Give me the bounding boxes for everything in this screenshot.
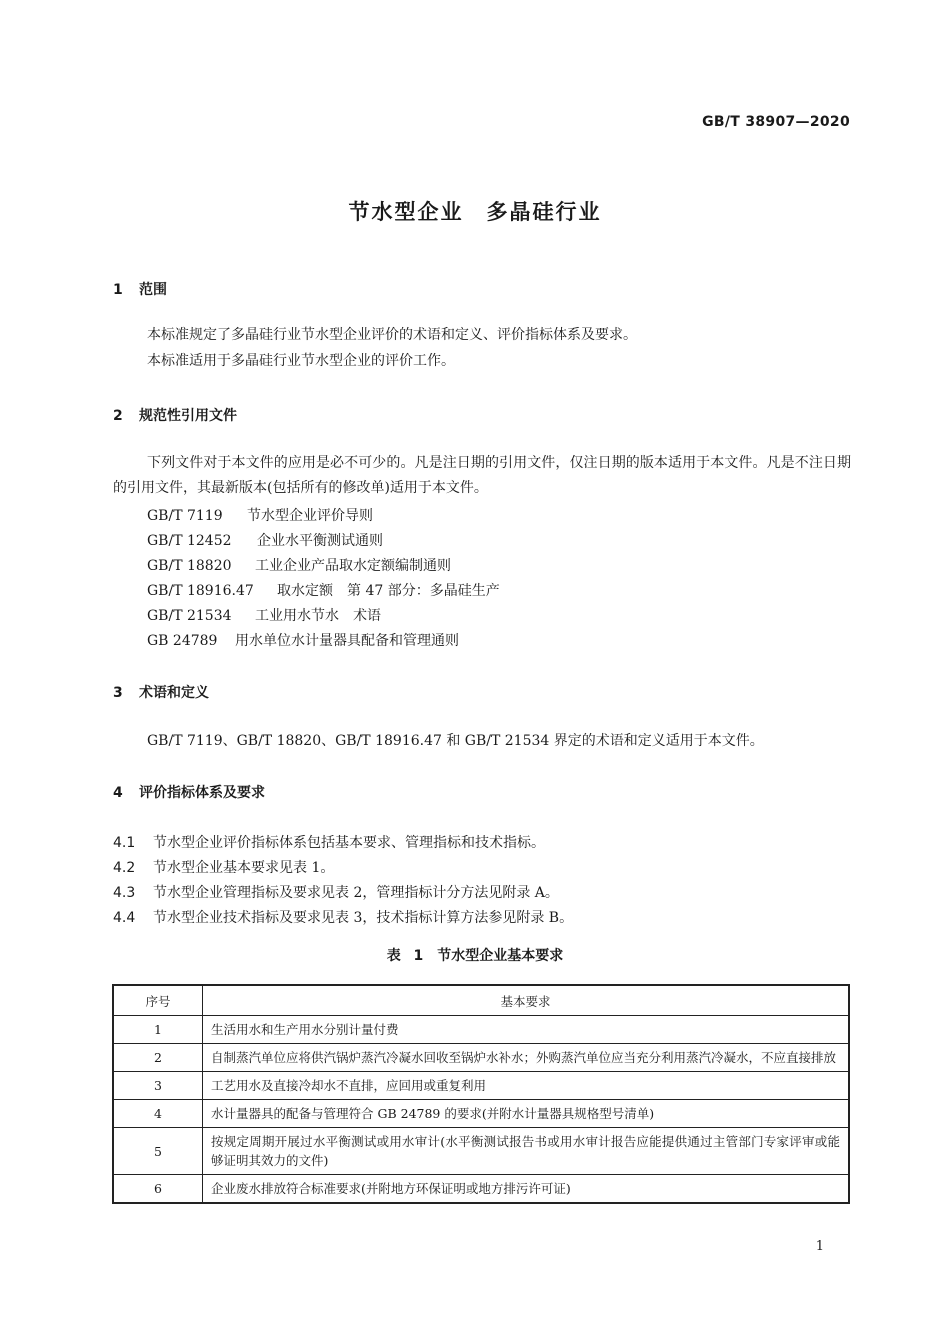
section-4-heading bbox=[113, 782, 265, 802]
reference-code: GB 24789 bbox=[147, 633, 218, 649]
table-row bbox=[113, 1044, 849, 1072]
reference-title: 工业企业产品取水定额编制通则 bbox=[255, 558, 451, 574]
reference-item bbox=[147, 505, 373, 525]
reference-item bbox=[147, 580, 500, 600]
section-3-text: GB/T 7119、GB/T 18820、GB/T 18916.47 和 GB/T 21534 界定的术语和定义适用于本文件。 bbox=[147, 733, 764, 749]
section-2-heading bbox=[113, 405, 237, 425]
table-row bbox=[113, 1175, 849, 1204]
clause-text: 节水型企业技术指标及要求见表 3，技术指标计算方法参见附录 B。 bbox=[153, 910, 574, 926]
section-title: 评价指标体系及要求 bbox=[139, 785, 265, 801]
reference-title: 节水型企业评价导则 bbox=[247, 508, 373, 524]
clause-4-1 bbox=[113, 832, 545, 852]
row-seq: 5 bbox=[113, 1128, 203, 1175]
reference-code: GB/T 18916.47 bbox=[147, 583, 254, 599]
section-1-paragraph-2: 本标准适用于多晶硅行业节水型企业的评价工作。 bbox=[147, 353, 455, 369]
reference-code: GB/T 21534 bbox=[147, 608, 232, 624]
standard-code: GB/T 38907—2020 bbox=[702, 114, 850, 130]
row-seq: 1 bbox=[113, 1016, 203, 1044]
clause-4-2 bbox=[113, 857, 334, 877]
section-2-intro: 下列文件对于本文件的应用是必不可少的。凡是注日期的引用文件，仅注日期的版本适用于本文件。凡是不注日期的引用文件，其最新版本(包括所有的修改单)适用于本文件。 bbox=[113, 455, 851, 496]
row-seq: 6 bbox=[113, 1175, 203, 1204]
row-seq: 2 bbox=[113, 1044, 203, 1072]
clause-text: 节水型企业评价指标体系包括基本要求、管理指标和技术指标。 bbox=[153, 835, 545, 851]
section-title: 术语和定义 bbox=[139, 685, 209, 701]
row-requirement: 企业废水排放符合标准要求(并附地方环保证明或地方排污许可证) bbox=[203, 1175, 850, 1204]
section-number: 2 bbox=[113, 408, 123, 424]
reference-code: GB/T 12452 bbox=[147, 533, 232, 549]
section-3-heading bbox=[113, 682, 209, 702]
clause-4-3 bbox=[113, 882, 559, 902]
table-row bbox=[113, 1128, 849, 1175]
column-header-requirement: 基本要求 bbox=[203, 985, 850, 1016]
row-seq: 3 bbox=[113, 1072, 203, 1100]
row-requirement: 水计量器具的配备与管理符合 GB 24789 的要求(并附水计量器具规格型号清单) bbox=[203, 1100, 850, 1128]
section-title: 范围 bbox=[139, 282, 167, 298]
reference-title: 取水定额 第 47 部分：多晶硅生产 bbox=[277, 583, 500, 599]
clause-4-4 bbox=[113, 907, 573, 927]
reference-item bbox=[147, 630, 459, 650]
row-seq: 4 bbox=[113, 1100, 203, 1128]
row-requirement: 按规定周期开展过水平衡测试或用水审计(水平衡测试报告书或用水审计报告应能提供通过主管部门专家评审或能够证明其效力的文件) bbox=[203, 1128, 850, 1175]
clause-number: 4.2 bbox=[113, 860, 136, 876]
section-number: 3 bbox=[113, 685, 123, 701]
section-number: 4 bbox=[113, 785, 123, 801]
table-row bbox=[113, 1072, 849, 1100]
table-row bbox=[113, 1100, 849, 1128]
page-number: 1 bbox=[815, 1239, 824, 1254]
reference-title: 企业水平衡测试通则 bbox=[257, 533, 383, 549]
row-requirement: 工艺用水及直接冷却水不直排，应回用或重复利用 bbox=[203, 1072, 850, 1100]
column-header-seq: 序号 bbox=[113, 985, 203, 1016]
section-title: 规范性引用文件 bbox=[139, 408, 237, 424]
table-header-row bbox=[113, 985, 849, 1016]
section-1-paragraph-1: 本标准规定了多晶硅行业节水型企业评价的术语和定义、评价指标体系及要求。 bbox=[147, 327, 637, 343]
basic-requirements-table bbox=[112, 984, 850, 1204]
clause-number: 4.3 bbox=[113, 885, 136, 901]
reference-title: 用水单位水计量器具配备和管理通则 bbox=[235, 633, 459, 649]
reference-item bbox=[147, 555, 451, 575]
clause-text: 节水型企业基本要求见表 1。 bbox=[153, 860, 335, 876]
section-1-heading bbox=[113, 279, 167, 299]
table-1-caption: 表 1 节水型企业基本要求 bbox=[386, 948, 564, 964]
reference-title: 工业用水节水 术语 bbox=[255, 608, 381, 624]
row-requirement: 生活用水和生产用水分别计量付费 bbox=[203, 1016, 850, 1044]
section-number: 1 bbox=[113, 282, 123, 298]
clause-number: 4.4 bbox=[113, 910, 136, 926]
reference-item bbox=[147, 530, 383, 550]
table-row bbox=[113, 1016, 849, 1044]
clause-number: 4.1 bbox=[113, 835, 136, 851]
row-requirement: 自制蒸汽单位应将供汽锅炉蒸汽冷凝水回收至锅炉水补水；外购蒸汽单位应当充分利用蒸汽冷凝水，不应直接排放 bbox=[203, 1044, 850, 1072]
reference-item bbox=[147, 605, 381, 625]
reference-code: GB/T 7119 bbox=[147, 508, 223, 524]
clause-text: 节水型企业管理指标及要求见表 2，管理指标计分方法见附录 A。 bbox=[153, 885, 559, 901]
document-title: 节水型企业 多晶硅行业 bbox=[348, 200, 602, 224]
reference-code: GB/T 18820 bbox=[147, 558, 232, 574]
